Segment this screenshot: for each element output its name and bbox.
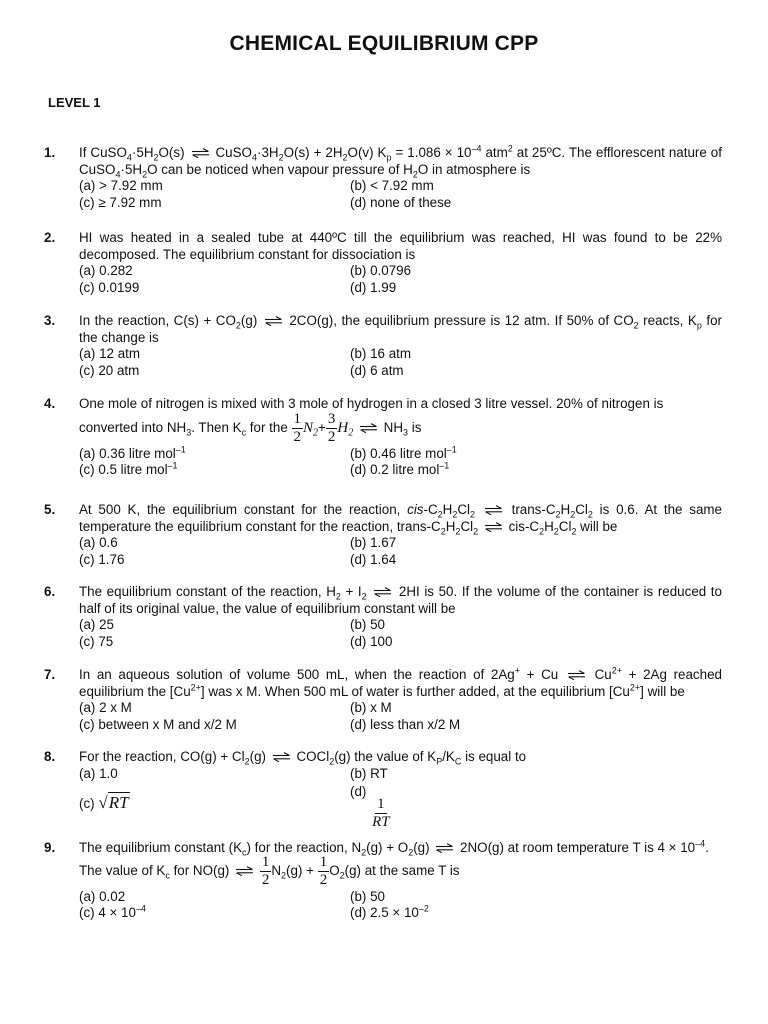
- option-d[interactable]: (d) none of these: [350, 194, 452, 210]
- equilibrium-arrow-icon: [191, 148, 210, 158]
- document-title: CHEMICAL EQUILIBRIUM CPP: [229, 32, 539, 55]
- question-stem: If $CuSO_4\cdot 5H_2O(s)$ $CuSO_4\cdot 3H_2O(s) + 2H_2O(v) K_p = 1.086 \times 10^{-4}$ atm$^2$ at 25ºC. The efflorescent nature of $CuSO_4\cdot 5H_2O$ can be noticed when vapour pressure of $H_2O$ in atmosphere is: [79, 143, 722, 180]
- option-c[interactable]: (c) 20 atm: [79, 362, 140, 378]
- options-grid: [79, 889, 722, 922]
- option-a[interactable]: (a) 2 x M: [79, 700, 132, 715]
- option-b[interactable]: (b) < 7.92 mm: [350, 178, 434, 193]
- option-a[interactable]: (a) 0.36 litre mol$^{-1}$: [79, 444, 186, 461]
- equilibrium-arrow-icon: [272, 752, 291, 762]
- options-grid: [79, 617, 722, 650]
- option-c[interactable]: (c) 0.0199: [79, 279, 140, 295]
- fraction: $\frac{1}{2}$: [293, 410, 301, 445]
- option-d[interactable]: (d) 6 atm: [350, 362, 404, 378]
- option-a[interactable]: (a) 0.6: [79, 535, 118, 550]
- options-grid: [79, 178, 722, 211]
- option-d[interactable]: (d) 100: [350, 633, 393, 649]
- option-d[interactable]: (d) $2.5 \times 10^{-2}$: [350, 903, 429, 920]
- level-heading: LEVEL 1: [48, 95, 101, 110]
- options-grid: [79, 700, 722, 733]
- option-c[interactable]: (c) 75: [79, 633, 114, 649]
- square-root: √RT: [98, 793, 129, 812]
- question-number: 8.: [44, 749, 56, 764]
- fraction: $\frac{1}{2}$: [319, 853, 328, 888]
- question-number: 6.: [44, 584, 56, 599]
- option-b[interactable]: (b) x M: [350, 700, 392, 715]
- question-stem: At 500 K, the equilibrium constant for the reaction, cis-$C_2H_2Cl_2$ trans-$C_2H_2Cl_2$ is 0.6. At the same temperature the equilibrium constant for the reaction, trans-$C_2H_2Cl_2$ cis-$C_2H_2Cl_2$ will be: [79, 502, 722, 537]
- question-number: 2.: [44, 230, 56, 245]
- option-c[interactable]: (c) $4 \times 10^{-4}$: [79, 903, 146, 920]
- option-a[interactable]: (a) 12 atm: [79, 346, 141, 361]
- option-b[interactable]: (b) 50: [350, 617, 385, 632]
- equilibrium-arrow-icon: [264, 316, 283, 326]
- question-number: 3.: [44, 313, 56, 328]
- equilibrium-arrow-icon: [484, 522, 503, 532]
- equilibrium-arrow-icon: [235, 866, 254, 876]
- option-d[interactable]: (d) 1.99: [350, 279, 397, 295]
- options-grid: [79, 535, 722, 568]
- option-d[interactable]: (d) less than x/2 M: [350, 716, 461, 732]
- question-stem: For the reaction, $CO(g) + Cl_2(g)$ COCl$_2$(g) the value of $K_P/K_C$ is equal to: [79, 749, 527, 767]
- option-c[interactable]: (c) ≥ 7.92 mm: [79, 194, 162, 210]
- fraction: $\frac{1}{RT}$: [372, 796, 390, 830]
- option-c[interactable]: (c) 0.5 litre mol$^{-1}$: [79, 460, 178, 477]
- options-grid: [79, 446, 722, 479]
- question-stem: HI was heated in a sealed tube at 440ºC till the equilibrium was reached, HI was found to be 22% decomposed. The equilibrium constant for dissociation is: [79, 230, 722, 262]
- option-d[interactable]: (d) 1.64: [350, 551, 397, 567]
- question-number: 7.: [44, 667, 56, 682]
- option-b[interactable]: (b) 50: [350, 888, 385, 904]
- options-grid: [79, 263, 722, 296]
- fraction: $\frac{3}{2}$: [327, 410, 336, 445]
- question-stem: One mole of nitrogen is mixed with 3 mole of hydrogen in a closed 3 litre vessel. 20% of nitrogen is converted into $NH_3$. Then $K_c$ for the $\frac{1}{2}$ $N_2+$ $\frac{3}{2}$ $H_2$ $NH_3$ is: [79, 396, 664, 445]
- option-b[interactable]: (b) 0.0796: [350, 263, 412, 278]
- options-grid: [79, 766, 722, 832]
- options-grid: [79, 346, 722, 379]
- question-stem: In an aqueous solution of volume 500 mL, when the reaction of 2Ag+ + Cu $Cu^{2+} + 2Ag$ reached equilibrium the $[Cu^{2+}]$ was x M. When 500 mL of water is further added, at the equilibrium $[Cu^{2+}]$ will be: [79, 665, 722, 699]
- option-c[interactable]: (c) √RT: [79, 793, 129, 812]
- option-c[interactable]: (c) between x M and x/2 M: [79, 716, 237, 732]
- question-number: 9.: [44, 840, 56, 855]
- equilibrium-arrow-icon: [484, 505, 503, 515]
- option-d[interactable]: (d) 0.2 litre mol$^{-1}$: [350, 460, 450, 477]
- question-stem: The equilibrium constant $(K_c)$ for the reaction, $N_2(g) + O_2(g)$ 2NO(g) at room temperature T is $4 \times 10^{-4}$. The value of $K_c$ for NO(g) $\frac{1}{2}$ $N_2(g)$ + $\frac{1}{2}$ $O_2(g)$ at the same T is: [79, 838, 709, 888]
- option-b[interactable]: (b) 16 atm: [350, 346, 412, 361]
- equilibrium-arrow-icon: [435, 843, 454, 853]
- question-number: 5.: [44, 502, 56, 517]
- option-a[interactable]: (a) 0.282: [79, 263, 133, 278]
- fraction: $\frac{1}{2}$: [261, 853, 270, 888]
- option-a[interactable]: (a) 1.0: [79, 765, 118, 781]
- option-a[interactable]: (a) > 7.92 mm: [79, 178, 163, 193]
- equilibrium-arrow-icon: [567, 670, 586, 680]
- option-b[interactable]: (b) 1.67: [350, 535, 397, 550]
- question-stem: The equilibrium constant of the reaction, $H_2 + I_2$ 2HI is 50. If the volume of the container is reduced to half of its original value, the value of equilibrium constant will be: [79, 584, 722, 616]
- option-b[interactable]: (b) RT: [350, 765, 388, 781]
- equilibrium-arrow-icon: [359, 423, 378, 433]
- question-number: 4.: [44, 396, 56, 411]
- option-d[interactable]: (d) $\frac{1}{RT}$: [350, 784, 390, 830]
- option-a[interactable]: (a) 0.02: [79, 888, 126, 904]
- question-stem: In the reaction, $C(s) + CO_2(g)$ 2CO(g), the equilibrium pressure is 12 atm. If 50% of $CO_2$ reacts, $K_p$ for the change is: [79, 313, 722, 345]
- option-c[interactable]: (c) 1.76: [79, 551, 125, 567]
- option-b[interactable]: (b) 0.46 litre mol$^{-1}$: [350, 444, 457, 461]
- question-number: 1.: [44, 145, 56, 160]
- option-a[interactable]: (a) 25: [79, 617, 114, 632]
- equilibrium-arrow-icon: [373, 587, 392, 597]
